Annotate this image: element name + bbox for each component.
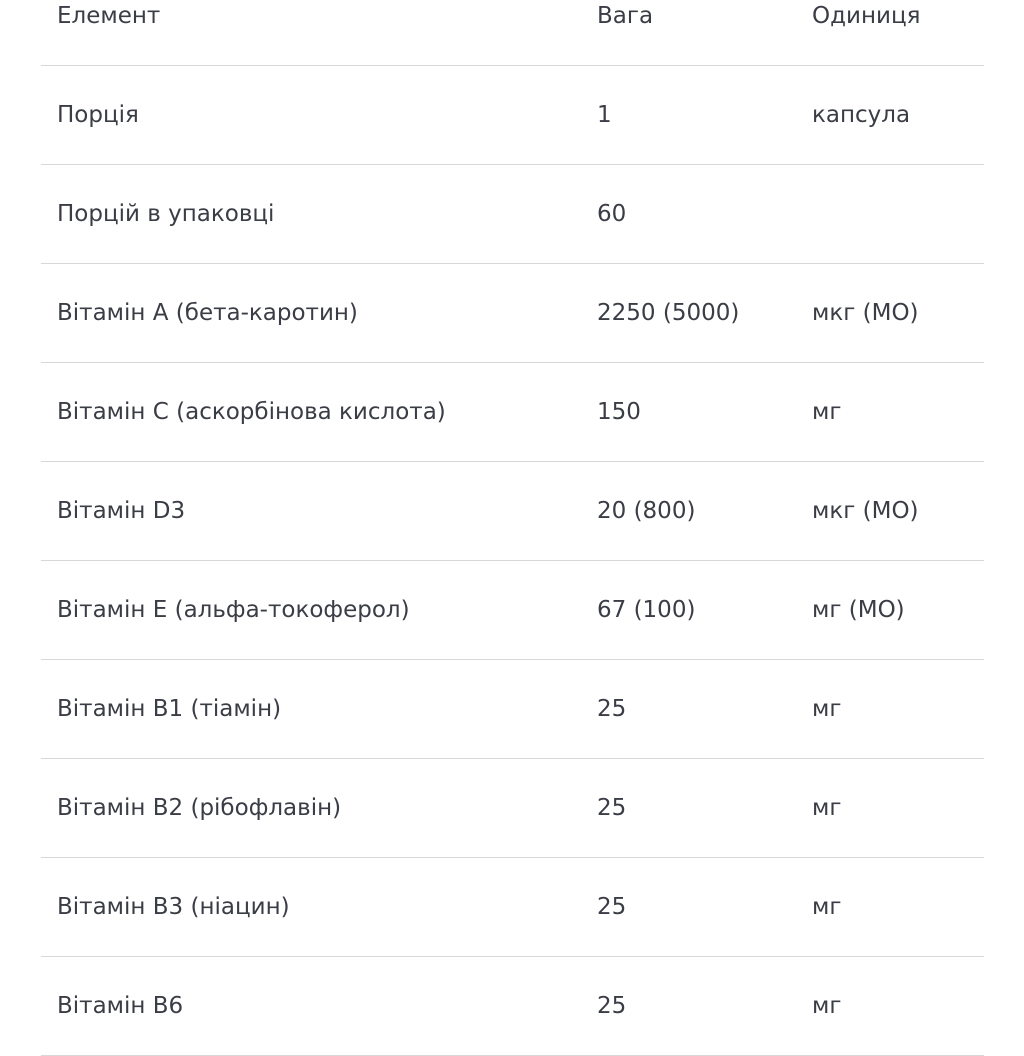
nutrition-table: [41, 0, 984, 1056]
cell-unit: мг: [812, 696, 842, 722]
cell-element: Вітамін С (аскорбінова кислота): [57, 399, 446, 425]
table-row: [41, 462, 984, 561]
table-row: [41, 363, 984, 462]
cell-element: Вітамін В1 (тіамін): [57, 696, 282, 722]
column-header-weight: Вага: [597, 3, 654, 29]
cell-unit: мг: [812, 795, 842, 821]
cell-element: Порція: [57, 102, 139, 128]
table-row: [41, 759, 984, 858]
cell-element: Вітамін В2 (рібофлавін): [57, 795, 342, 821]
table-row: [41, 660, 984, 759]
cell-element: Вітамін А (бета-каротин): [57, 300, 358, 326]
cell-unit: мкг (МО): [812, 300, 919, 326]
cell-unit: капсула: [812, 102, 911, 128]
cell-unit: мкг (МО): [812, 498, 919, 524]
table-row: [41, 957, 984, 1056]
cell-weight: 20 (800): [597, 498, 696, 524]
table-row: [41, 561, 984, 660]
cell-element: Порцій в упаковці: [57, 201, 275, 227]
column-header-unit: Одиниця: [812, 3, 921, 29]
cell-unit: мг: [812, 399, 842, 425]
cell-unit: мг: [812, 894, 842, 920]
cell-weight: 25: [597, 696, 627, 722]
cell-weight: 25: [597, 993, 627, 1019]
cell-weight: 67 (100): [597, 597, 696, 623]
table-row: [41, 264, 984, 363]
table-row: [41, 165, 984, 264]
table-row: [41, 858, 984, 957]
cell-weight: 60: [597, 201, 627, 227]
cell-weight: 25: [597, 894, 627, 920]
cell-weight: 1: [597, 102, 612, 128]
table-header-row: [41, 0, 984, 66]
table-row: [41, 66, 984, 165]
cell-unit: мг: [812, 993, 842, 1019]
cell-element: Вітамін В3 (ніацин): [57, 894, 290, 920]
column-header-element: Елемент: [57, 3, 161, 29]
cell-element: Вітамін D3: [57, 498, 186, 524]
cell-weight: 25: [597, 795, 627, 821]
cell-element: Вітамін Е (альфа-токоферол): [57, 597, 410, 623]
cell-weight: 150: [597, 399, 641, 425]
cell-unit: мг (МО): [812, 597, 905, 623]
cell-element: Вітамін В6: [57, 993, 184, 1019]
cell-weight: 2250 (5000): [597, 300, 740, 326]
